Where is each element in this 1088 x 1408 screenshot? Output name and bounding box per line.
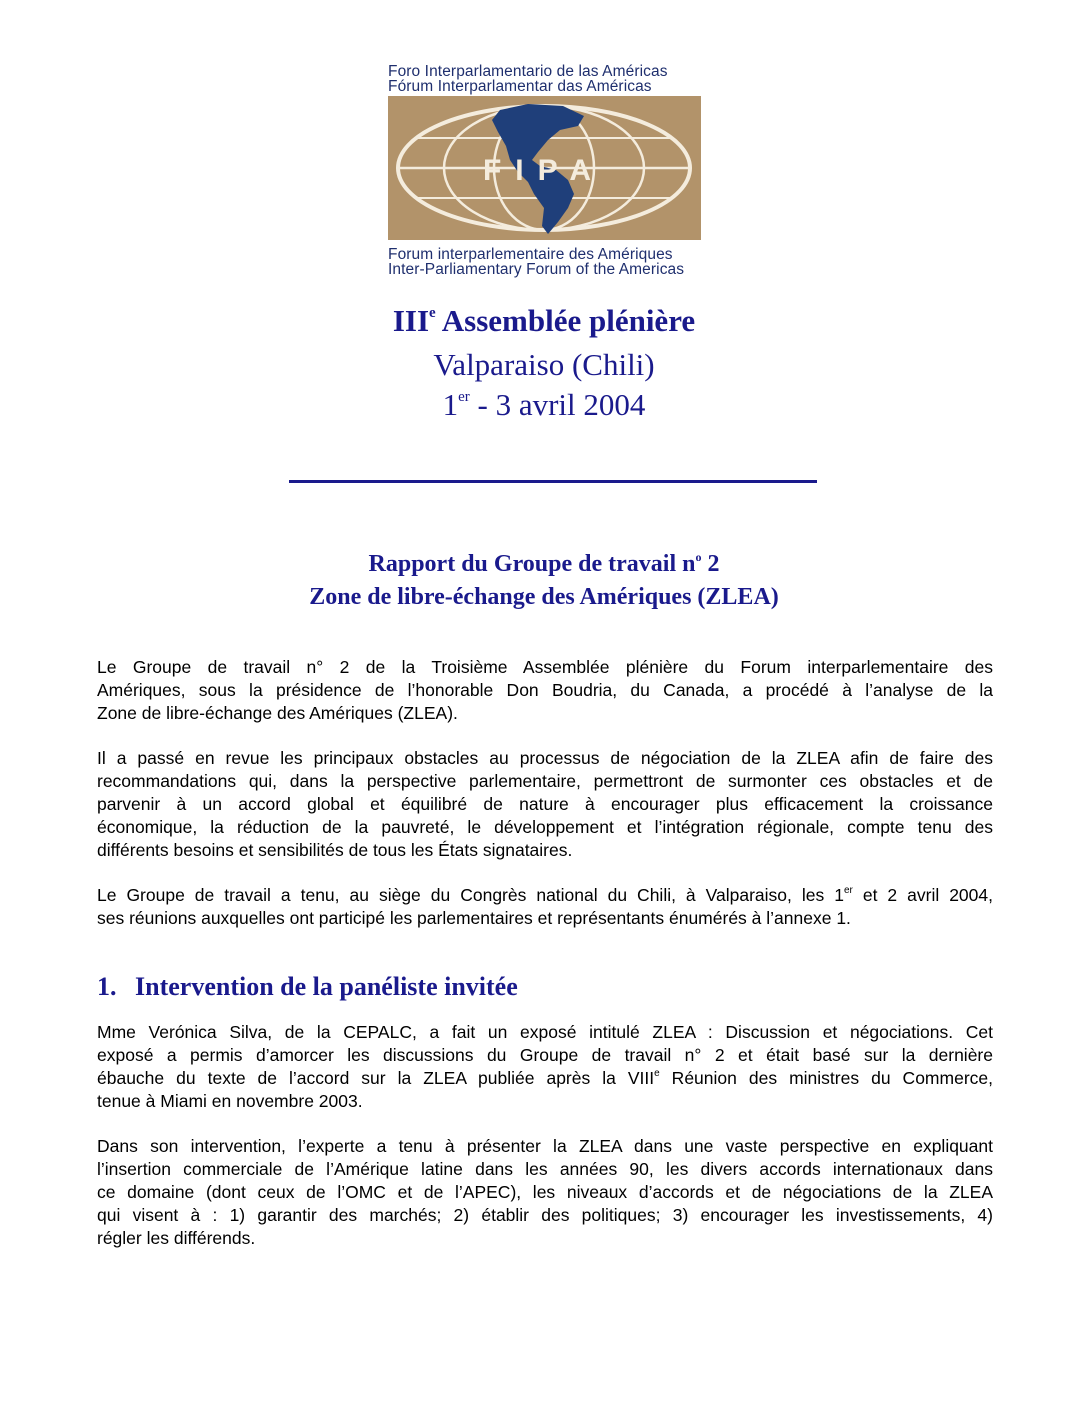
text-line: Mme Verónica Silva, de la CEPALC, a fait un exposé intitulé ZLEA : Discussion et négociations. Cet — [97, 1022, 993, 1042]
assembly-number: III — [392, 303, 430, 338]
assembly-number-sup: e — [429, 305, 436, 321]
text-line: ce domaine (dont ceux de l’OMC et de l’APEC), les niveaux d’accords et de négociations de la ZLEA — [97, 1182, 993, 1202]
text-line: Zone de libre-échange des Amériques (ZLEA). — [97, 703, 458, 723]
section-heading-1 — [97, 972, 518, 1002]
report-title-post: 2 — [701, 551, 720, 577]
date-day-sup: er — [458, 389, 470, 405]
text-line: exposé a permis d’amorcer les discussions du Groupe de travail n° 2 et était basé sur la dernière — [97, 1045, 993, 1065]
text-line — [97, 1067, 993, 1090]
paragraph-intro — [97, 656, 993, 725]
text-superscript: e — [654, 1068, 660, 1079]
paragraph-meetings — [97, 884, 993, 930]
text-line: ses réunions auxquelles ont participé les parlementaires et représentants énumérés à l’annexe 1. — [97, 908, 851, 928]
globe-emblem-icon — [388, 96, 701, 240]
paragraph-obstacles — [97, 747, 993, 862]
report-title-sup: o — [695, 550, 702, 564]
assembly-date — [0, 387, 1088, 423]
text-line: Le Groupe de travail n° 2 de la Troisième Assemblée plénière du Forum interparlementaire des — [97, 657, 993, 677]
date-rest: - 3 avril 2004 — [469, 387, 646, 422]
paragraph-expert — [97, 1135, 993, 1250]
logo-line-spanish: Foro Interparlamentario de las Américas — [388, 63, 668, 80]
text-superscript: er — [843, 885, 853, 896]
logo-bottom-text — [388, 247, 704, 277]
text-segment: ébauche du texte de l’accord sur la ZLEA publiée après la VIII — [97, 1068, 655, 1088]
paragraph-presentation — [97, 1021, 993, 1113]
assembly-name: Assemblée plénière — [435, 303, 696, 338]
text-line: Amériques, sous la présidence de l’honorable Don Boudria, du Canada, a procédé à l’analyse de la — [97, 680, 993, 700]
fipa-emblem-text: FIPA — [482, 154, 606, 187]
section-number: 1. — [97, 972, 117, 1001]
text-line — [97, 884, 993, 907]
text-line: Dans son intervention, l’experte a tenu à présenter la ZLEA dans une vaste perspective en expliquant — [97, 1136, 993, 1156]
report-title-line2: Zone de libre-échange des Amériques (ZLEA) — [309, 584, 779, 610]
report-title-pre: Rapport du Groupe de travail n — [368, 551, 696, 577]
assembly-location: Valparaiso (Chili) — [433, 347, 655, 382]
text-line: tenue à Miami en novembre 2003. — [97, 1091, 363, 1111]
text-line: l’insertion commerciale de l’Amérique latine dans les années 90, les divers accords internationaux dans — [97, 1159, 993, 1179]
report-title-line1 — [0, 550, 1088, 578]
logo-line-english: Inter-Parliamentary Forum of the Americas — [388, 261, 685, 278]
text-segment: Le Groupe de travail a tenu, au siège du Congrès national du Chili, à Valparaiso, les 1 — [97, 885, 844, 905]
text-line: différents besoins et sensibilités de tous les États signataires. — [97, 840, 573, 860]
text-segment: et 2 avril 2004, — [852, 885, 993, 905]
text-line: économique, la réduction de la pauvreté, le développement et l’intégration régionale, compte tenu des — [97, 817, 993, 837]
text-line: parvenir à un accord global et équilibré de nature à encourager plus efficacement la croissance — [97, 794, 993, 814]
text-line: Il a passé en revue les principaux obstacles au processus de négociation de la ZLEA afin de faire des — [97, 748, 993, 768]
text-line: qui visent à : 1) garantir des marchés; 2) établir des politiques; 3) encourager les investissements, 4) — [97, 1205, 993, 1225]
text-line: recommandations qui, dans la perspective parlementaire, permettront de surmonter ces obstacles et de — [97, 771, 993, 791]
text-segment: Réunion des ministres du Commerce, — [659, 1068, 993, 1088]
logo-line-french: Forum interparlementaire des Amériques — [388, 246, 673, 263]
date-day: 1 — [442, 387, 459, 422]
fipa-emblem-letters — [452, 154, 638, 187]
section-title: Intervention de la panéliste invitée — [135, 972, 518, 1001]
logo-top-text — [388, 64, 704, 94]
fipa-logo — [388, 96, 701, 240]
title-divider — [289, 480, 817, 483]
assembly-title — [0, 303, 1088, 339]
logo-line-portuguese: Fórum Interparlamentar das Américas — [388, 78, 652, 95]
text-line: régler les différends. — [97, 1228, 256, 1248]
